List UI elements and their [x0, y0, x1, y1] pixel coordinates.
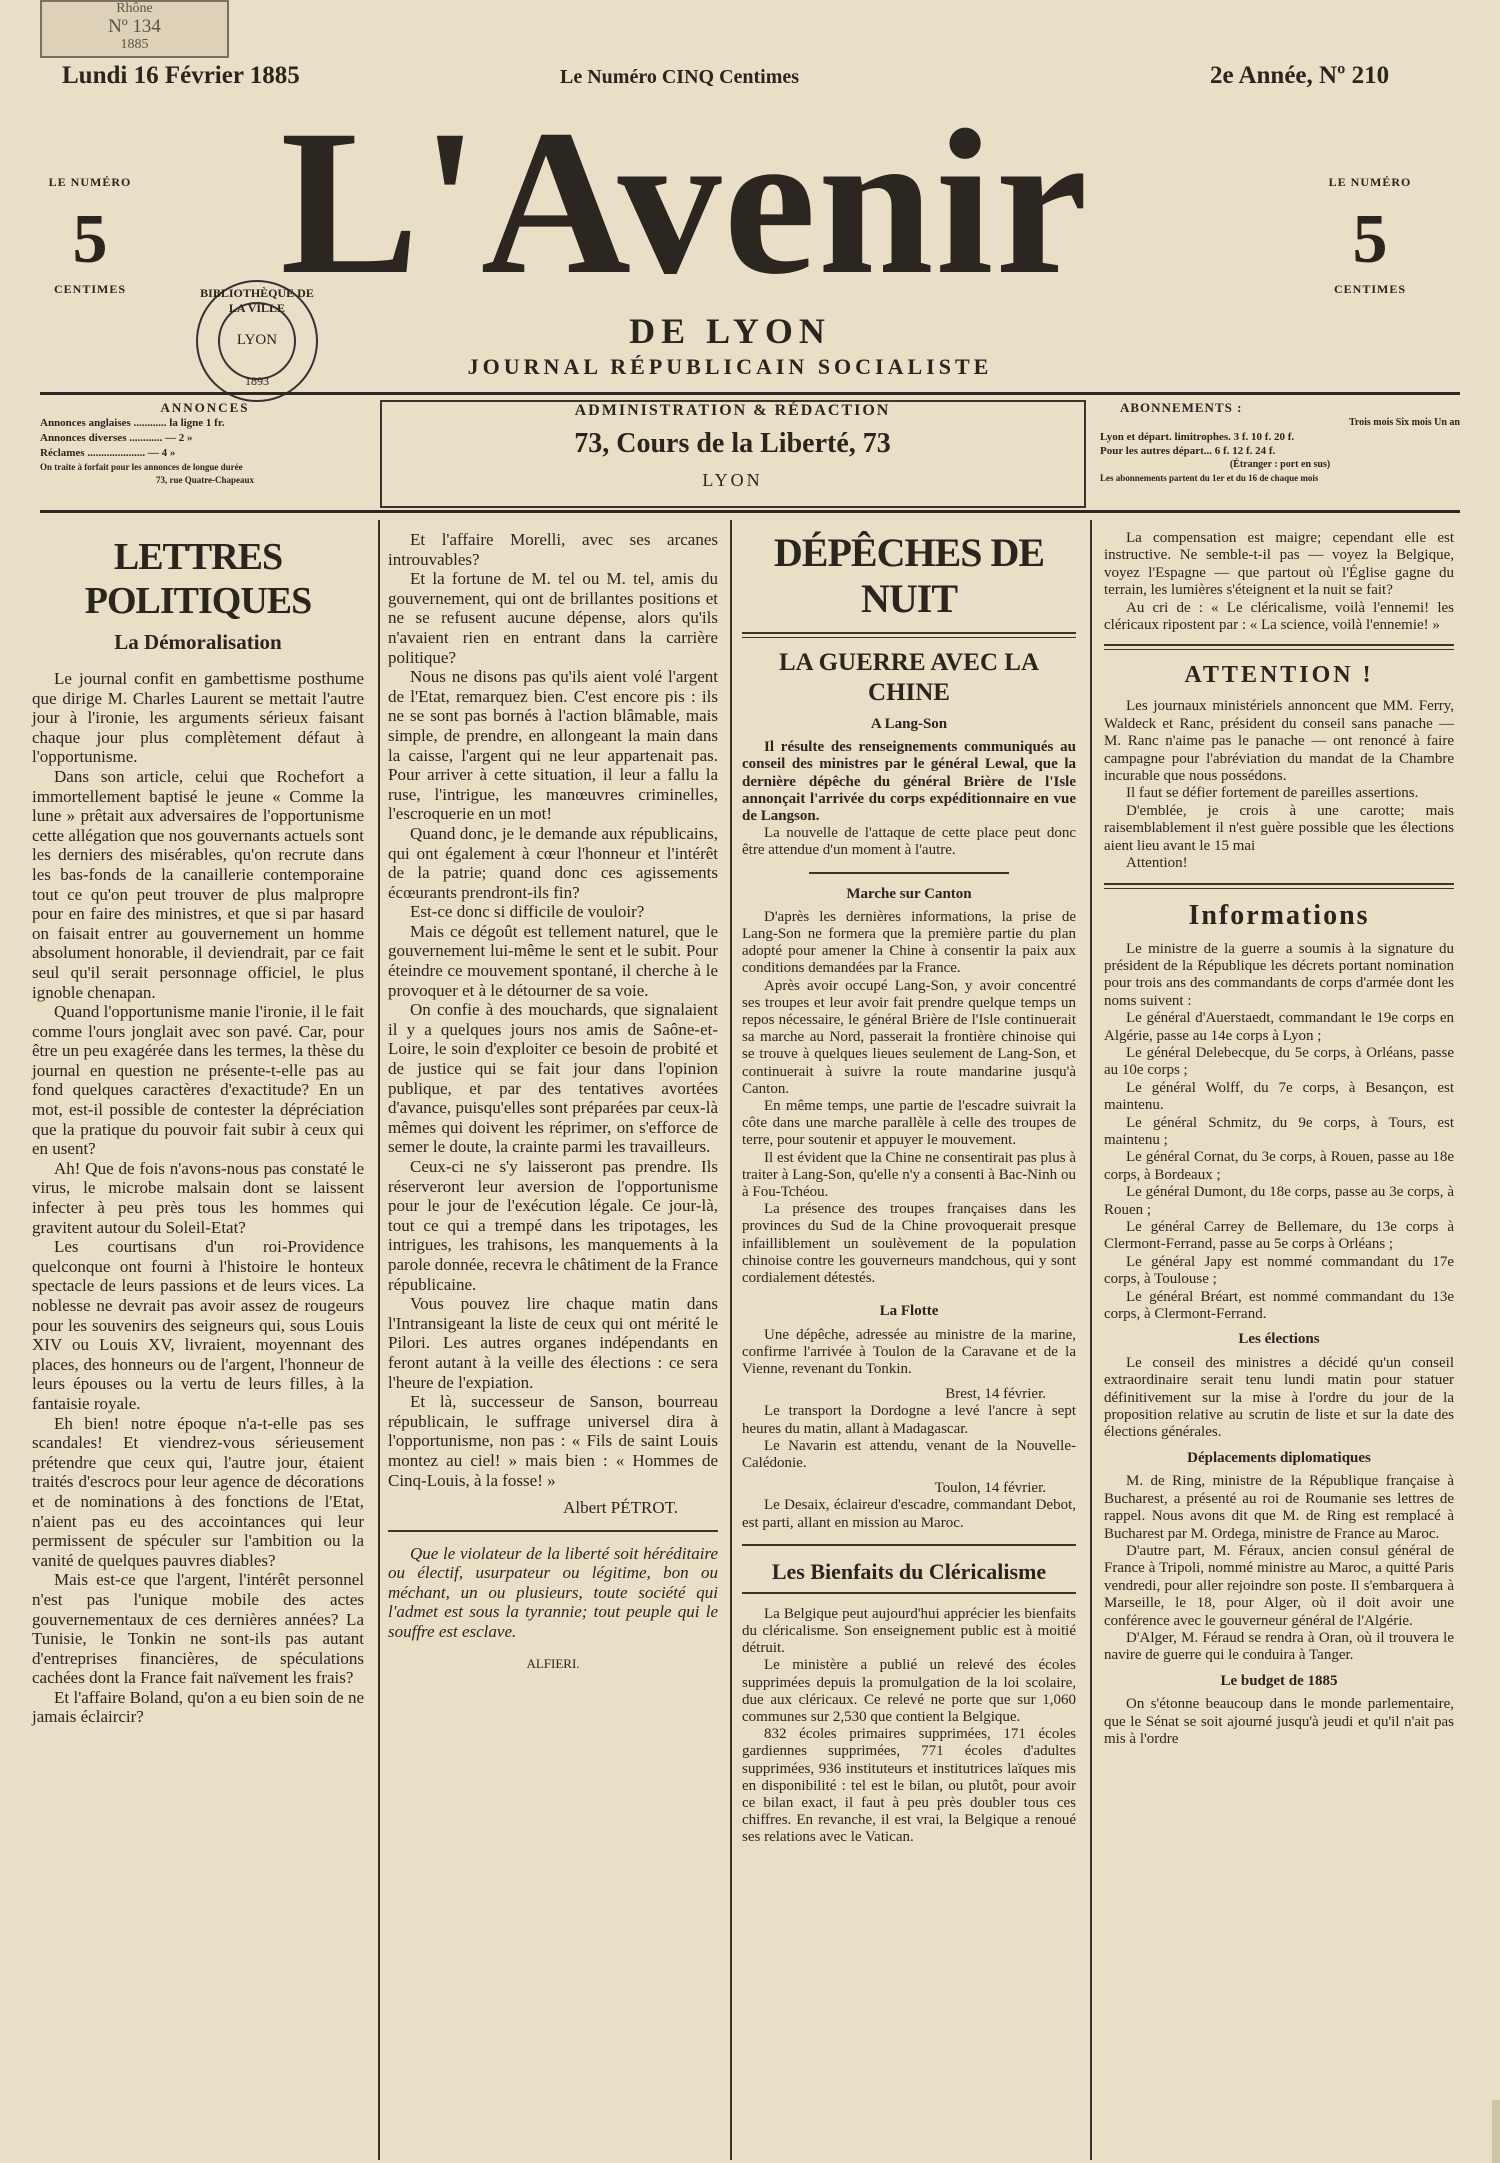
dateline-brest: Brest, 14 février.: [945, 1386, 1046, 1403]
column-4: [1104, 530, 1454, 1748]
article-paragraph: Le Navarin est attendu, venant de la Nouvelle-Calédonie.: [742, 1437, 1076, 1471]
article-paragraph: D'après les dernières informations, la prise de Lang-Son ne formera que la première partie du plan adopté pour amener la Chine à consentir la paix aux conditions demandées par la France.: [742, 908, 1076, 977]
article-paragraph: Quand l'opportunisme manie l'ironie, il le fait comme l'ours jonglait avec son pavé. Car, pour être un peu exagérée dans les termes, la thèse du journal en question ne présente-t-elle pas au fond quelques caractères d'exactitude? En un mot, est-il possible de contester la dépréciation que la pratique du pouvoir fait subir à ceux qui en usent?: [32, 1002, 364, 1159]
abonnements-title: ABONNEMENTS :: [1120, 400, 1243, 415]
issue-price: Le Numéro CINQ Centimes: [560, 66, 800, 88]
article-paragraph: La compensation est maigre; cependant elle est instructive. Ne semble-t-il pas — voyez la Belgique, voyez l'Espagne — que partout où l'Église gagne du terrain, les lumières s'éteignent et la nuit se fait?: [1104, 530, 1454, 599]
alfieri-quote: Que le violateur de la liberté soit héréditaire ou électif, usurpateur ou légitime, bon ou méchant, un ou plusieurs, toute société qui l'admet est sous la tyrannie; tout peuple qui le souffre est esclave.: [388, 1543, 718, 1642]
info-item: Le général Cornat, du 3e corps, à Rouen, passe au 18e corps, à Bordeaux ;: [1104, 1149, 1454, 1183]
attention-headline: ATTENTION !: [1184, 662, 1374, 689]
article-paragraph: Le ministère a publié un relevé des écoles supprimées depuis la promulgation de la loi scolaire, due aux cléricaux. Ce relevé ne porte que sur 1,060 communes sur 2,530 que contient la Belgique.: [742, 1657, 1076, 1725]
article-paragraph: M. de Ring, ministre de la République française à Bucharest, a présenté au roi de Roumanie ses lettres de rappel. Nous avons dit que M. de Ring est remplacé à Bucharest par M. Ordega, ministre de France au Maroc.: [1104, 1473, 1454, 1542]
dateline-toulon: Toulon, 14 février.: [934, 1480, 1046, 1497]
issue-number: 2e Année, Nº 210: [1210, 62, 1390, 89]
abonnements-line: Lyon et départ. limitrophes. 3 f. 10 f. 20 f.: [1100, 431, 1295, 443]
cléricalisme-headline: Les Bienfaits du Cléricalisme: [771, 1558, 1047, 1584]
section-title-lang-son: A Lang-Son: [870, 716, 948, 732]
quote-separator: [388, 1530, 718, 1532]
masthead-title: L'Avenir: [280, 87, 1090, 317]
stamp-line1: Rhône: [116, 1, 153, 16]
article-paragraph: Après avoir occupé Lang-Son, y avoir concentré ses troupes et leur avoir fait prendre quelque temps un repos nécessaire, le général Brière de l'Isle continuerait sa marche au Nord, passerait la frontière chinoise qui se trouve à quelques lieues seulement de Lang-Son, et continuerait à suivre la route mandarine jusqu'à Canton.: [742, 977, 1076, 1097]
article-paragraph: Vous pouvez lire chaque matin dans l'Intransigeant la liste de ceux qui ont mérité le Pilori. Les autres organes indépendants en feront autant à la veille des élections : ce sera l'heure de l'expiation.: [388, 1294, 718, 1392]
administration-city: LYON: [702, 470, 763, 490]
article-paragraph: Et l'affaire Boland, qu'on a eu bien soin de ne jamais éclaircir?: [32, 1687, 364, 1727]
stamp-line2: Nº 134: [108, 16, 161, 37]
article-paragraph: Nous ne disons pas qu'ils aient volé l'argent de l'Etat, remarquez bien. C'est encore pis : ils ne se sont pas bornés à l'action blâmable, mais simple, de prendre, en allongeant la main dans la caisse, l'argent qui ne leur appartenait pas. Pour arriver à cette situation, il leur a fallu la ruse, l'intrigue, les manœuvres criminelles, l'escroquerie en un mot!: [388, 667, 718, 824]
article-paragraph: Au cri de : « Le cléricalisme, voilà l'ennemi! les cléricaux ripostent par : « La science, voilà l'ennemie! »: [1104, 599, 1454, 634]
annonces-line: Annonces diverses ............ — 2 »: [40, 432, 193, 444]
info-item: Le général Bréart, est nommé commandant du 13e corps, à Clermont-Ferrand.: [1104, 1288, 1454, 1323]
annonces-line: Réclames ..................... — 4 »: [40, 447, 176, 459]
column-divider: [1090, 520, 1092, 2160]
issue-date: Lundi 16 Février 1885: [62, 62, 300, 89]
annonces-box: [40, 400, 370, 500]
article-paragraph: Il faut se défier fortement de pareilles assertions.: [1126, 785, 1419, 802]
article-paragraph: Mais est-ce que l'argent, l'intérêt personnel n'est pas l'unique mobile des actes gouvernementaux de ces dernières années? La Tunisie, le Tonkin ne sont-ils pas autant d'entreprises financières, de spéculations cachées dont la France fait naïvement les frais?: [32, 1570, 364, 1688]
stamp-line3: 1885: [120, 37, 149, 52]
left-price-unit: CENTIMES: [53, 282, 126, 296]
article-paragraph: La nouvelle de l'attaque de cette place peut donc être attendue d'un moment à l'autre.: [742, 825, 1076, 859]
section-title-canton: Marche sur Canton: [846, 885, 972, 902]
right-price-unit: CENTIMES: [1333, 282, 1406, 296]
article-paragraph: Il résulte des renseignements communiqués au conseil des ministres par le général Lewal, que la dernière dépêche du général Brière de l'Isle annonçait l'arrivée du corps expéditionnaire en vue de Langson.: [742, 739, 1076, 825]
article-paragraph: Le Desaix, éclaireur d'escadre, commandant Debot, est parti, allant en mission au Maroc.: [742, 1497, 1076, 1531]
section-separator: [1104, 644, 1454, 650]
seal-mid-text: LYON: [236, 332, 278, 348]
article-paragraph: Une dépêche, adressée au ministre de la marine, confirme l'arrivée à Toulon de la Caravane et de la Vienne, revenant du Tonkin.: [742, 1326, 1076, 1377]
library-seal: [196, 280, 318, 402]
right-price: 5: [1352, 201, 1388, 278]
article-paragraph: Ah! Que de fois n'avons-nous pas constaté le virus, le microbe malsain dont se laissent infecter à peu près tous les hommes qui gravitent autour du Soleil-Etat?: [32, 1158, 364, 1237]
page-edge: [1492, 2100, 1500, 2163]
article-paragraph: On s'étonne beaucoup dans le monde parlementaire, que le Sénat se soit ajourné jusqu'à jeudi et qu'il n'ait pas mis à l'ordre: [1104, 1696, 1454, 1747]
abonnements-line: Trois mois Six mois Un an: [1348, 417, 1460, 428]
info-item: Le général Carrey de Bellemare, du 13e corps à Clermont-Ferrand, passe au 5e corps à Orléans ;: [1104, 1219, 1454, 1253]
article-paragraph: En même temps, une partie de l'escadre suivrait la côte dans une marche parallèle à celle des troupes de terre, pour soutenir et appuyer le mouvement.: [742, 1098, 1076, 1149]
annonces-title: ANNONCES: [160, 400, 250, 415]
masthead-subtitle: JOURNAL RÉPUBLICAIN SOCIALISTE: [467, 354, 993, 379]
article-paragraph: Est-ce donc si difficile de vouloir?: [410, 902, 645, 922]
article-paragraph: Et là, successeur de Sanson, bourreau républicain, le suffrage universel dira à l'opportunisme, non pas : « Fils de saint Louis montez au ciel! » mais bien : « Hommes de Cinq-Louis, à la fosse! »: [388, 1392, 718, 1490]
article-paragraph: Le conseil des ministres a décidé qu'un conseil extraordinaire serait tenu lundi matin pour statuer définitivement sur la mise à l'ordre du jour de la proposition relative au scrutin de liste et sur la date des élections générales.: [1104, 1354, 1454, 1441]
info-item: Le général Dumont, du 18e corps, passe au 3e corps, à Rouen ;: [1104, 1184, 1454, 1218]
article-paragraph: D'autre part, M. Féraux, ancien consul général de France à Tripoli, nommé ministre au Maroc, a quitté Paris vendredi, pour aller rejoindre son poste. Il s'embarquera à Marseille, le 18, pour Alger, où il doit avoir une conférence avec le gouverneur général de l'Algérie.: [1104, 1542, 1454, 1629]
article-paragraph: Dans son article, celui que Rochefort a immortellement baptisé le jeune « Comme la lune » prêtait aux adversaires de l'opportunisme cette allégation que nos gouvernants actuels sont les derniers des misérables, qu'on recrute dans les bas-fonds de la canaillerie contemporaine tout ce qu'on peut trouver de plus malpropre pour en faire des ministres, et que si par hasard on faisait entrer au gouvernement un homme absolument honorable, il deviendrait, par ce fait seul qu'il serait personnage officiel, le plus ignoble chenapan.: [32, 766, 364, 1002]
column-2: [388, 530, 718, 1673]
annonces-line: Annonces anglaises ............ la ligne 1 fr.: [40, 417, 225, 429]
right-price-label: LE NUMÉRO: [1328, 175, 1412, 189]
section-separator: [742, 1592, 1076, 1594]
article-paragraph: Et la fortune de M. tel ou M. tel, amis du gouvernement, qui ont de brillantes positions et ne se refusent aucune dépense, alors qu'ils n'avaient rien en entrant dans la carrière politique?: [388, 569, 718, 667]
seal-top-text: BIBLIOTHÈQUE DE LA VILLE: [200, 286, 314, 315]
article-paragraph: Le transport la Dordogne a levé l'ancre à sept heures du matin, allant à Madagascar.: [742, 1403, 1076, 1437]
administration-address: 73, Cours de la Liberté, 73: [574, 428, 891, 459]
info-item: Le général d'Auerstaedt, commandant le 19e corps en Algérie, passe au 14e corps à Lyon ;: [1104, 1010, 1454, 1044]
section-title-budget: Le budget de 1885: [1220, 1672, 1338, 1689]
article-paragraph: D'Alger, M. Féraud se rendra à Oran, où il trouvera le navire de guerre qui le conduira à Tanger.: [1104, 1629, 1454, 1664]
info-item: Le général Schmitz, du 9e corps, à Tours, est maintenu ;: [1104, 1114, 1454, 1148]
library-stamp: [40, 0, 229, 58]
masthead-city: DE LYON: [629, 311, 831, 351]
administration-title: ADMINISTRATION & RÉDACTION: [574, 402, 891, 419]
annonces-line: On traite à forfait pour les annonces de longue durée: [40, 462, 243, 472]
article-paragraph: Le journal confit en gambettisme posthume que dirige M. Charles Laurent se mettait l'autre jour à l'ironie, les arguments sérieux faisant chaque jour plus complètement défaut à l'opportunisme.: [32, 669, 364, 767]
article-paragraph: Ceux-ci ne s'y laisseront pas prendre. Ils réserveront leur aversion de l'opportunisme pour le jour de l'exécution légale. Ce jour-là, tout ce qui a trempé dans les tripotages, les intrigues, les trahisons, les manquements à la parole donnée, recevra le châtiment de la France républicaine.: [388, 1157, 718, 1294]
article-paragraph: Attention!: [1126, 855, 1188, 872]
section-separator: [809, 872, 1009, 874]
info-bar-rule: [40, 510, 1460, 513]
war-subheadline: LA GUERRE AVEC LA CHINE: [778, 649, 1040, 706]
article-paragraph: On confie à des mouchards, que signalaient il y a quelques jours nos amis de Saône-et-Loire, le soin d'exploiter ce besoin de probité et de justice qui se fait jour dans l'opinion publique, et par des tentatives avortées d'avance, puisqu'elles sont préparées par ceux-là mêmes qui doivent les réprimer, on s'efforce de semer le doute, la crainte parmi les travailleurs.: [388, 1000, 718, 1157]
abonnements-box: [1100, 400, 1460, 500]
article-paragraph: 832 écoles primaires supprimées, 171 écoles gardiennes supprimées, 771 écoles d'adultes supprimées, 936 instituteurs et institutrices laïques mis en disponibilité : tel est le bilan, ou plutôt, pour avoir ce bilan exact, il faut à peu près doubler tous ces chiffres. En revanche, il est vrai, la Belgique a renoué ses relations avec le Vatican.: [742, 1726, 1076, 1846]
headline-rule: [742, 632, 1076, 638]
article-paragraph: Les journaux ministériels annoncent que MM. Ferry, Waldeck et Ranc, président du conseil sans panache — M. Ranc n'aime pas le panache — ont renoncé à faire campagne pour l'abréviation du mandat de la Chambre incurable que nous possédons.: [1104, 698, 1454, 785]
informations-headline: Informations: [1188, 899, 1370, 931]
article-paragraph: Le ministre de la guerre a soumis à la signature du président de la République les décrets portant nomination pour trois ans des commandants de corps d'armée dont les noms suivent :: [1104, 940, 1454, 1009]
administration-block: [385, 402, 1080, 491]
abonnements-line: Les abonnements partent du 1er et du 16 de chaque mois: [1100, 473, 1319, 483]
article-paragraph: D'emblée, je crois à une carotte; mais raisemblablement il n'est guère possible que les élections aient lieu avant le 15 mai: [1104, 802, 1454, 854]
column-3: [742, 530, 1076, 1847]
article-paragraph: La Belgique peut aujourd'hui apprécier les bienfaits du cléricalisme. Son enseignement public est à moitié détruit.: [742, 1605, 1076, 1657]
column-1: [32, 535, 364, 1727]
section-separator: [1104, 883, 1454, 889]
column-divider: [730, 520, 732, 2160]
info-item: Le général Delebecque, du 5e corps, à Orléans, passe au 10e corps ;: [1104, 1044, 1454, 1079]
annonces-line: 73, rue Quatre-Chapeaux: [155, 475, 255, 485]
article-paragraph: Quand donc, je le demande aux républicains, qui ont également à cœur l'honneur et l'intérêt de la patrie; quand donc ces agissements écœurants prendront-ils fin?: [388, 823, 718, 902]
article-paragraph: La présence des troupes françaises dans les provinces du Sud de la Chine provoquerait presque infailliblement un soulèvement de la population chinoise contre les gouverneurs mandchous, qui y sont cordialement détestés.: [742, 1201, 1076, 1287]
section-title-flotte: La Flotte: [879, 1303, 939, 1320]
lettres-politiques-subhead: La Démoralisation: [114, 630, 282, 654]
section-separator: [742, 1544, 1076, 1546]
left-price: 5: [72, 201, 108, 278]
article-paragraph: Les courtisans d'un roi-Providence quelconque ont fourni à l'histoire le honteux spectacle de leurs passions et de leurs vices. La noblesse ne devrait pas avoir assez de rougeurs pour les souvenirs des seigneurs qui, sous Louis XIV ou Louis XV, livraient, moyennant des places, des honneurs ou de l'argent, l'honneur de leurs épouses ou la vertu de leurs filles, à la fantaisie royale.: [32, 1237, 364, 1413]
depeches-headline: DÉPÊCHES DE NUIT: [773, 530, 1045, 621]
quote-author: ALFIERI.: [526, 1655, 580, 1671]
info-item: Le général Wolff, du 7e corps, à Besançon, est maintenu.: [1104, 1079, 1454, 1114]
header-rule: [40, 392, 1460, 395]
left-price-label: LE NUMÉRO: [48, 175, 132, 189]
article-paragraph: Il est évident que la Chine ne consentirait pas plus à traiter à Lang-Son, qu'elle n'y a consenti à Bac-Ninh ou à Fou-Tchéou.: [742, 1149, 1076, 1201]
abonnements-line: (Étranger : port en sus): [1229, 459, 1331, 470]
section-title-elections: Les élections: [1238, 1331, 1320, 1348]
article-signature: Albert PÉTROT.: [563, 1498, 678, 1518]
lettres-politiques-headline: LETTRES POLITIQUES: [84, 536, 312, 622]
article-paragraph: Eh bien! notre époque n'a-t-elle pas ses scandales! Et viendrez-vous sérieusement prétendre que ceux qui, l'autre jour, étaient traités d'escrocs pour leur agence de décorations et de nominations à des fonctions de l'Etat, n'aient pas eu des accointances qui leur permissent de spéculer sur l'ambition ou la vanité de quelques pauvres diables?: [32, 1413, 364, 1570]
article-paragraph: Et l'affaire Morelli, avec ses arcanes introuvables?: [388, 530, 718, 569]
abonnements-line: Pour les autres départ... 6 f. 12 f. 24 f.: [1100, 445, 1276, 457]
seal-bottom-text: 1893: [245, 374, 269, 388]
info-item: Le général Japy est nommé commandant du 17e corps, à Toulouse ;: [1104, 1253, 1454, 1288]
section-title-diplomatiques: Déplacements diplomatiques: [1187, 1449, 1371, 1466]
column-divider: [378, 520, 380, 2160]
article-paragraph: Mais ce dégoût est tellement naturel, que le gouvernement lui-même le sent et le subit. Pour éteindre ce mouvement spontané, il cherche à le provoquer et à le détourner de sa voie.: [388, 921, 718, 1000]
